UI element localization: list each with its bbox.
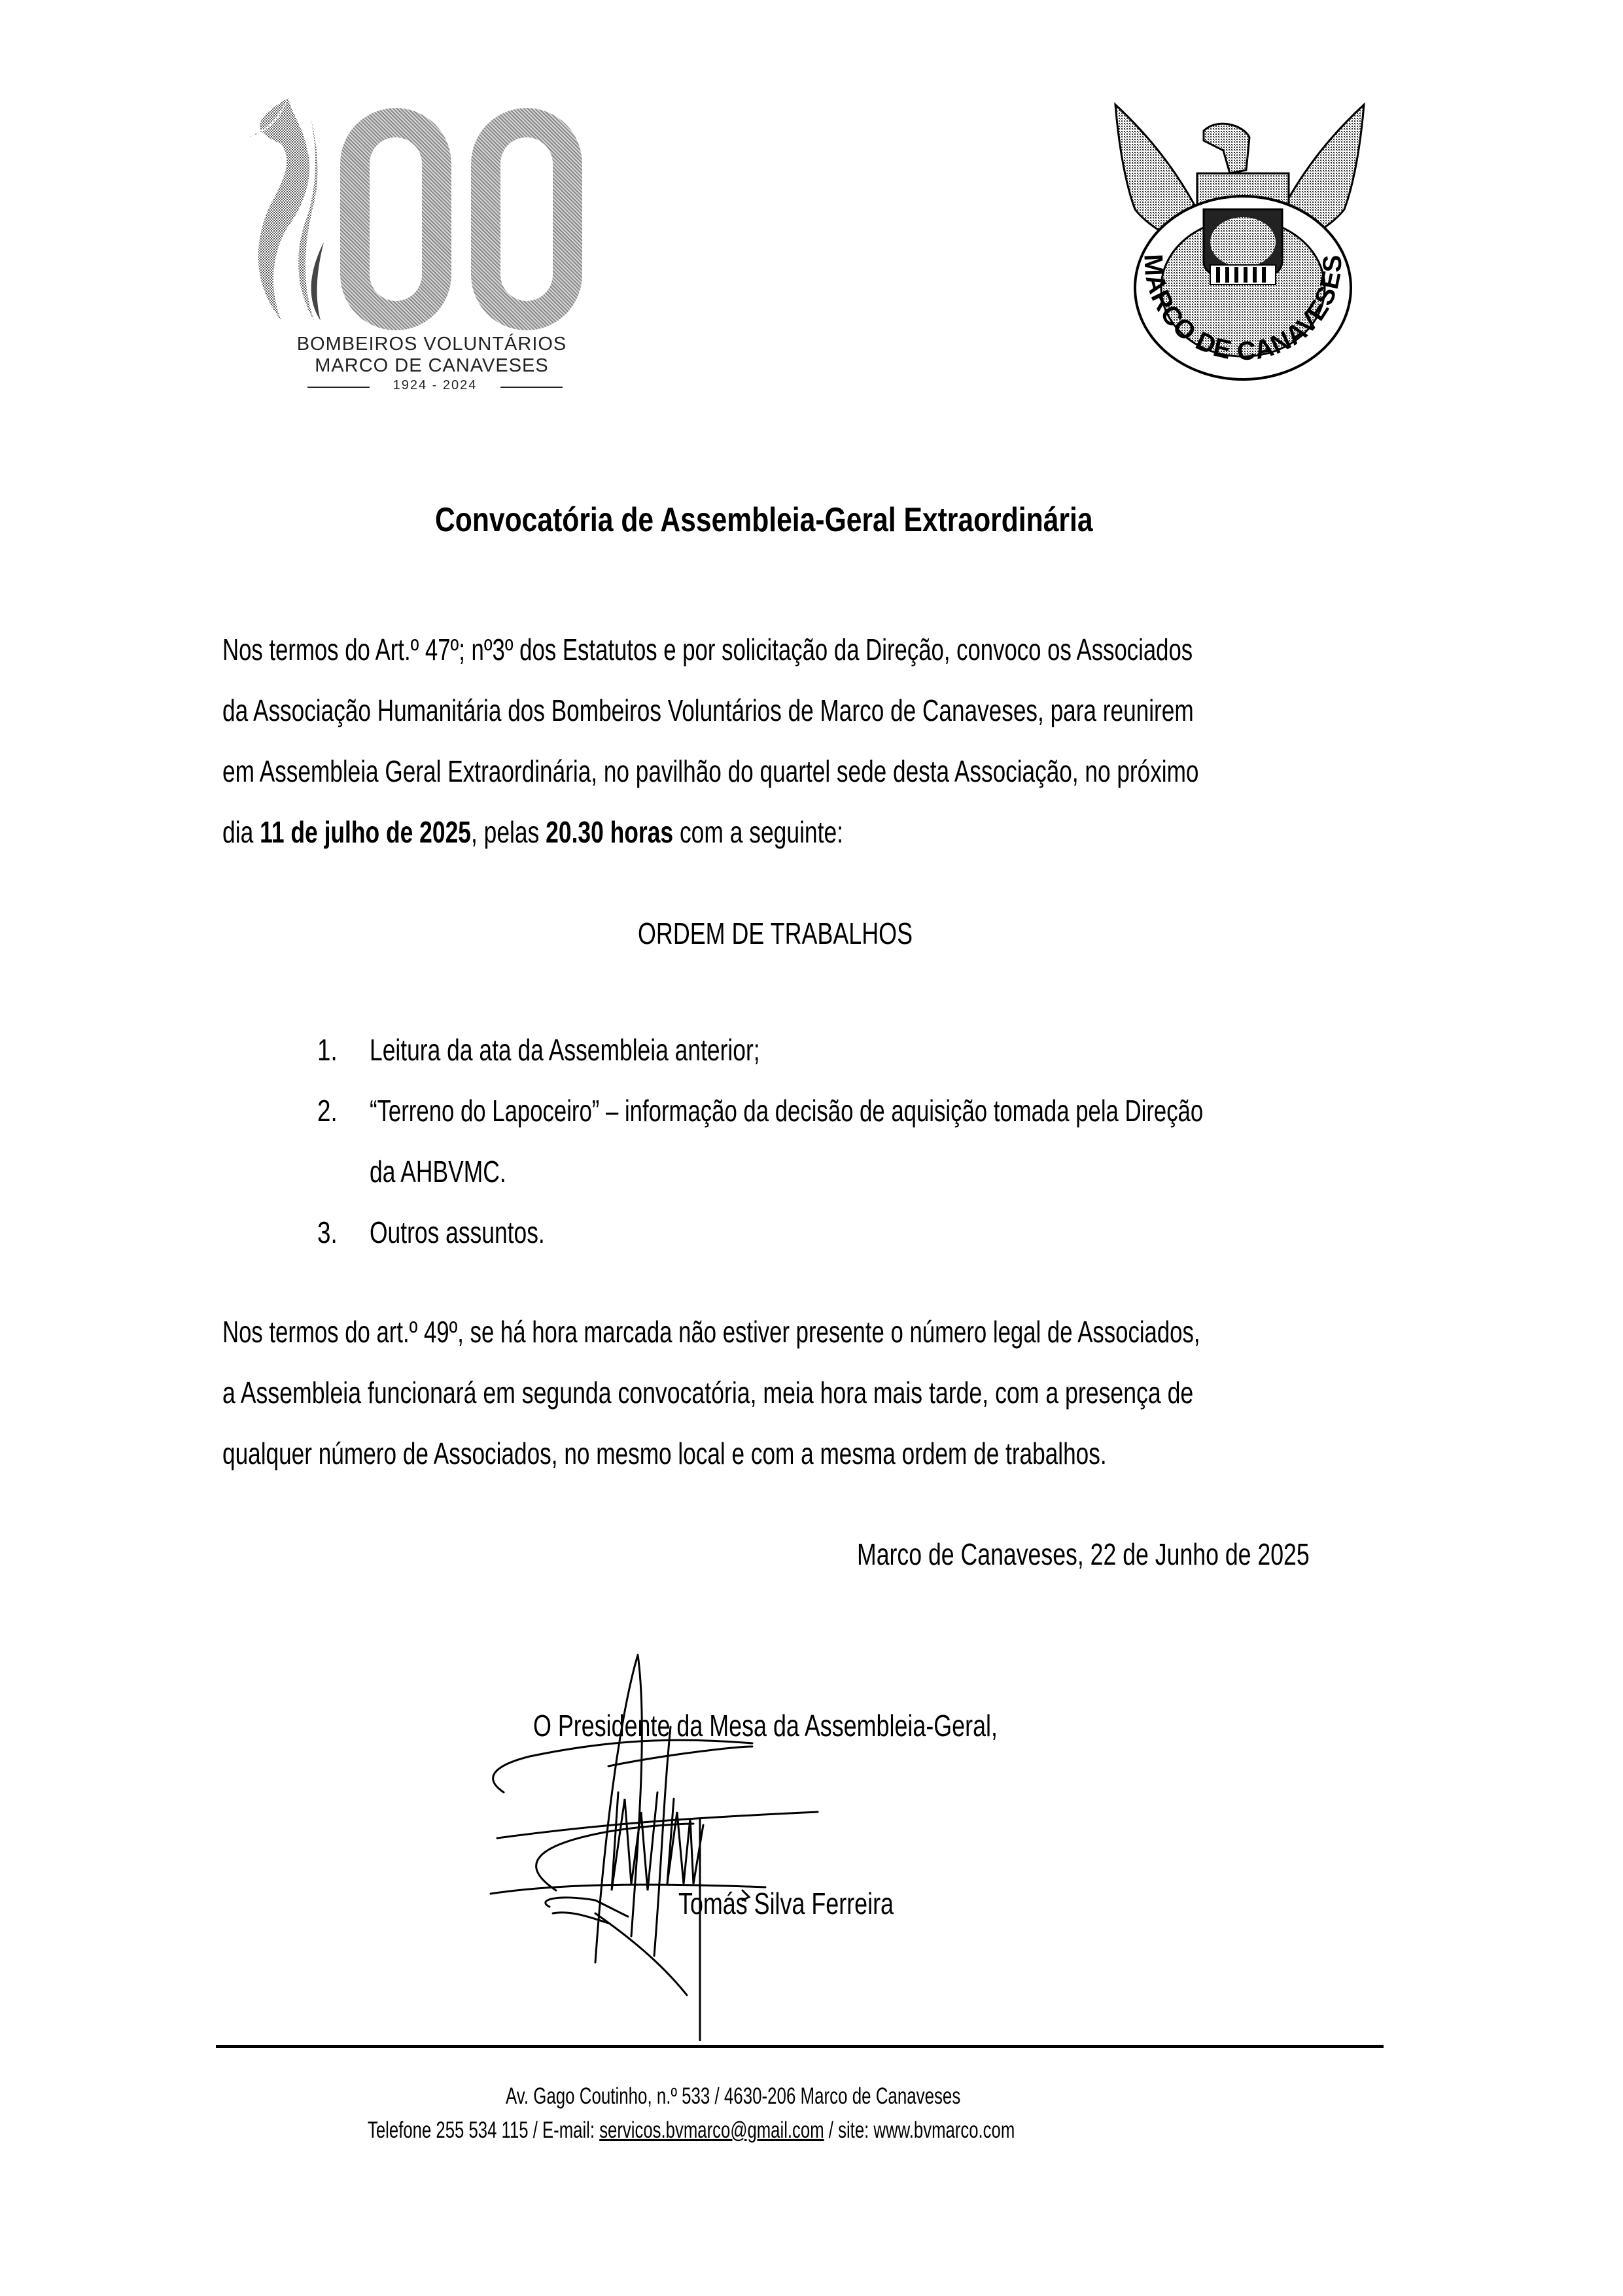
agenda-item-1-text: Leitura da ata da Assembleia anterior; xyxy=(370,1033,760,1067)
email-link[interactable]: servicos.bvmarco@gmail.com xyxy=(599,2117,824,2143)
divider xyxy=(500,387,563,388)
eagle-emblem-icon xyxy=(1106,92,1380,392)
quorum-line-2: a Assembleia funcionará em segunda convocatória, meia hora mais tarde, com a presença de xyxy=(222,1376,1194,1410)
intro-line-1: Nos termos do Art.º 47º; nº3º dos Estatutos e por solicitação da Direção, convoco os Associados xyxy=(222,633,1193,667)
intro-line-3: em Assembleia Geral Extraordinária, no pavilhão do quartel sede desta Associação, no próximo xyxy=(222,754,1199,788)
logo-years: 1924 - 2024 xyxy=(393,378,478,392)
agenda-item-3-text: Outros assuntos. xyxy=(370,1215,545,1249)
document-title: Convocatória de Assembleia-Geral Extraordinária xyxy=(435,501,1093,539)
place-date: Marco de Canaveses, 22 de Junho de 2025 xyxy=(857,1537,1310,1571)
signature-role: O Presidente da Mesa da Assembleia-Geral, xyxy=(533,1709,998,1743)
footer-address: Av. Gago Coutinho, n.º 533 / 4630-206 Marco de Canaveses xyxy=(506,2083,961,2109)
agenda-item-1: 1. xyxy=(317,1033,338,1067)
footer-divider xyxy=(216,2045,1384,2048)
signatory-name: Tomás Silva Ferreira xyxy=(678,1887,894,1921)
flame-icon xyxy=(242,92,334,334)
handwritten-signature xyxy=(478,1648,949,2041)
agenda-item-3: 3. xyxy=(317,1215,338,1249)
centenary-logo xyxy=(242,92,608,406)
quorum-line-1: Nos termos do art.º 49º, se há hora marcada não estiver presente o número legal de Associados, xyxy=(222,1315,1200,1349)
meeting-date: 11 de julho de 2025 xyxy=(260,815,471,849)
meeting-time: 20.30 horas xyxy=(546,815,674,849)
agenda-item-2: 2. xyxy=(317,1094,338,1128)
intro-line-4: dia 11 de julho de 2025, pelas 20.30 horas com a seguinte: xyxy=(222,815,844,849)
divider xyxy=(307,387,370,388)
logo-line-2: MARCO DE CANAVESES xyxy=(315,355,549,376)
footer-contacts: Telefone 255 534 115 / E-mail: servicos.bvmarco@gmail.com / site: www.bvmarco.com xyxy=(368,2117,1015,2143)
agenda-heading: ORDEM DE TRABALHOS xyxy=(638,916,913,950)
agenda-item-2-text: “Terreno do Lapoceiro” – informação da decisão de aquisição tomada pela Direção xyxy=(370,1094,1204,1128)
logo-number xyxy=(327,108,569,330)
municipal-emblem xyxy=(1106,92,1380,392)
logo-line-1: BOMBEIROS VOLUNTÁRIOS xyxy=(296,334,567,355)
intro-line-2: da Associação Humanitária dos Bombeiros Voluntários de Marco de Canaveses, para reunirem xyxy=(222,693,1194,727)
emblem-ring-text: MARCO DE CANAVESES xyxy=(1138,253,1348,366)
quorum-line-3: qualquer número de Associados, no mesmo local e com a mesma ordem de trabalhos. xyxy=(222,1436,1107,1470)
website: / site: www.bvmarco.com xyxy=(824,2117,1015,2143)
agenda-item-2-text-cont: da AHBVMC. xyxy=(370,1155,506,1189)
logo-years-row xyxy=(307,378,563,398)
